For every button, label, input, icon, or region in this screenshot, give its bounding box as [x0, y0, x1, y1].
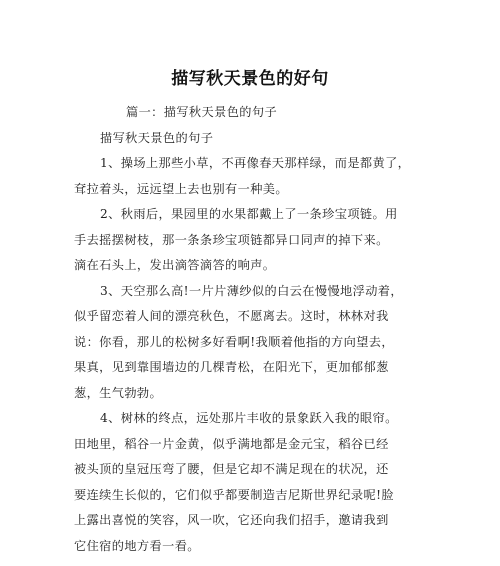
paragraph-line: 上露出喜悦的笑容，风一吹，它还向我们招手，邀请我到 — [74, 513, 389, 527]
paragraph-line: 要连续生长似的，它们似乎都要制造吉尼斯世界纪录呢!脸 — [74, 487, 394, 502]
paragraph-line: 耷拉着头，远远望上去也别有一种美。 — [74, 181, 288, 196]
paragraph-line: 滴在石头上，发出滴答滴答的响声。 — [74, 258, 276, 272]
paragraph-line: 2、秋雨后，果园里的水果都戴上了一条珍宝项链。用 — [100, 207, 398, 221]
paragraph-line: 田地里，稻谷一片金黄，似乎满地都是金元宝，稻谷已经 — [74, 436, 389, 451]
paragraph-line: 果真，见到靠围墙边的几棵青松，在阳光下，更加郁郁葱 — [74, 360, 389, 374]
paragraph-line: 3、天空那么高!一片片薄纱似的白云在慢慢地浮动着， — [100, 283, 403, 298]
paragraph-line: 说：你看，那儿的松树多好看啊!我顺着他指的方向望去， — [74, 334, 394, 349]
subheading: 描写秋天景色的句子 — [100, 130, 214, 145]
paragraph-line: 似乎留恋着人间的漂亮秋色，不愿离去。这时，林林对我 — [74, 309, 389, 323]
paragraph-line: 它住宿的地方看一看。 — [74, 538, 200, 553]
document-body — [74, 100, 429, 559]
paragraph-line: 被头顶的皇冠压弯了腰，但是它却不满足现在的状况，还 — [74, 462, 389, 476]
paragraph-line: 1、操场上那些小草，不再像春天那样绿，而是都黄了， — [100, 156, 411, 170]
paragraph-line: 葱，生气勃勃。 — [74, 385, 163, 400]
document-title: 描写秋天景色的好句 — [171, 69, 329, 89]
section-heading: 篇一：描写秋天景色的句子 — [126, 105, 278, 119]
paragraph-line: 手去摇摆树枝，那一条条珍宝项链都异口同声的掉下来。 — [74, 232, 389, 247]
paragraph-line: 4、树林的终点，远处那片丰收的景象跃入我的眼帘。 — [100, 411, 398, 425]
